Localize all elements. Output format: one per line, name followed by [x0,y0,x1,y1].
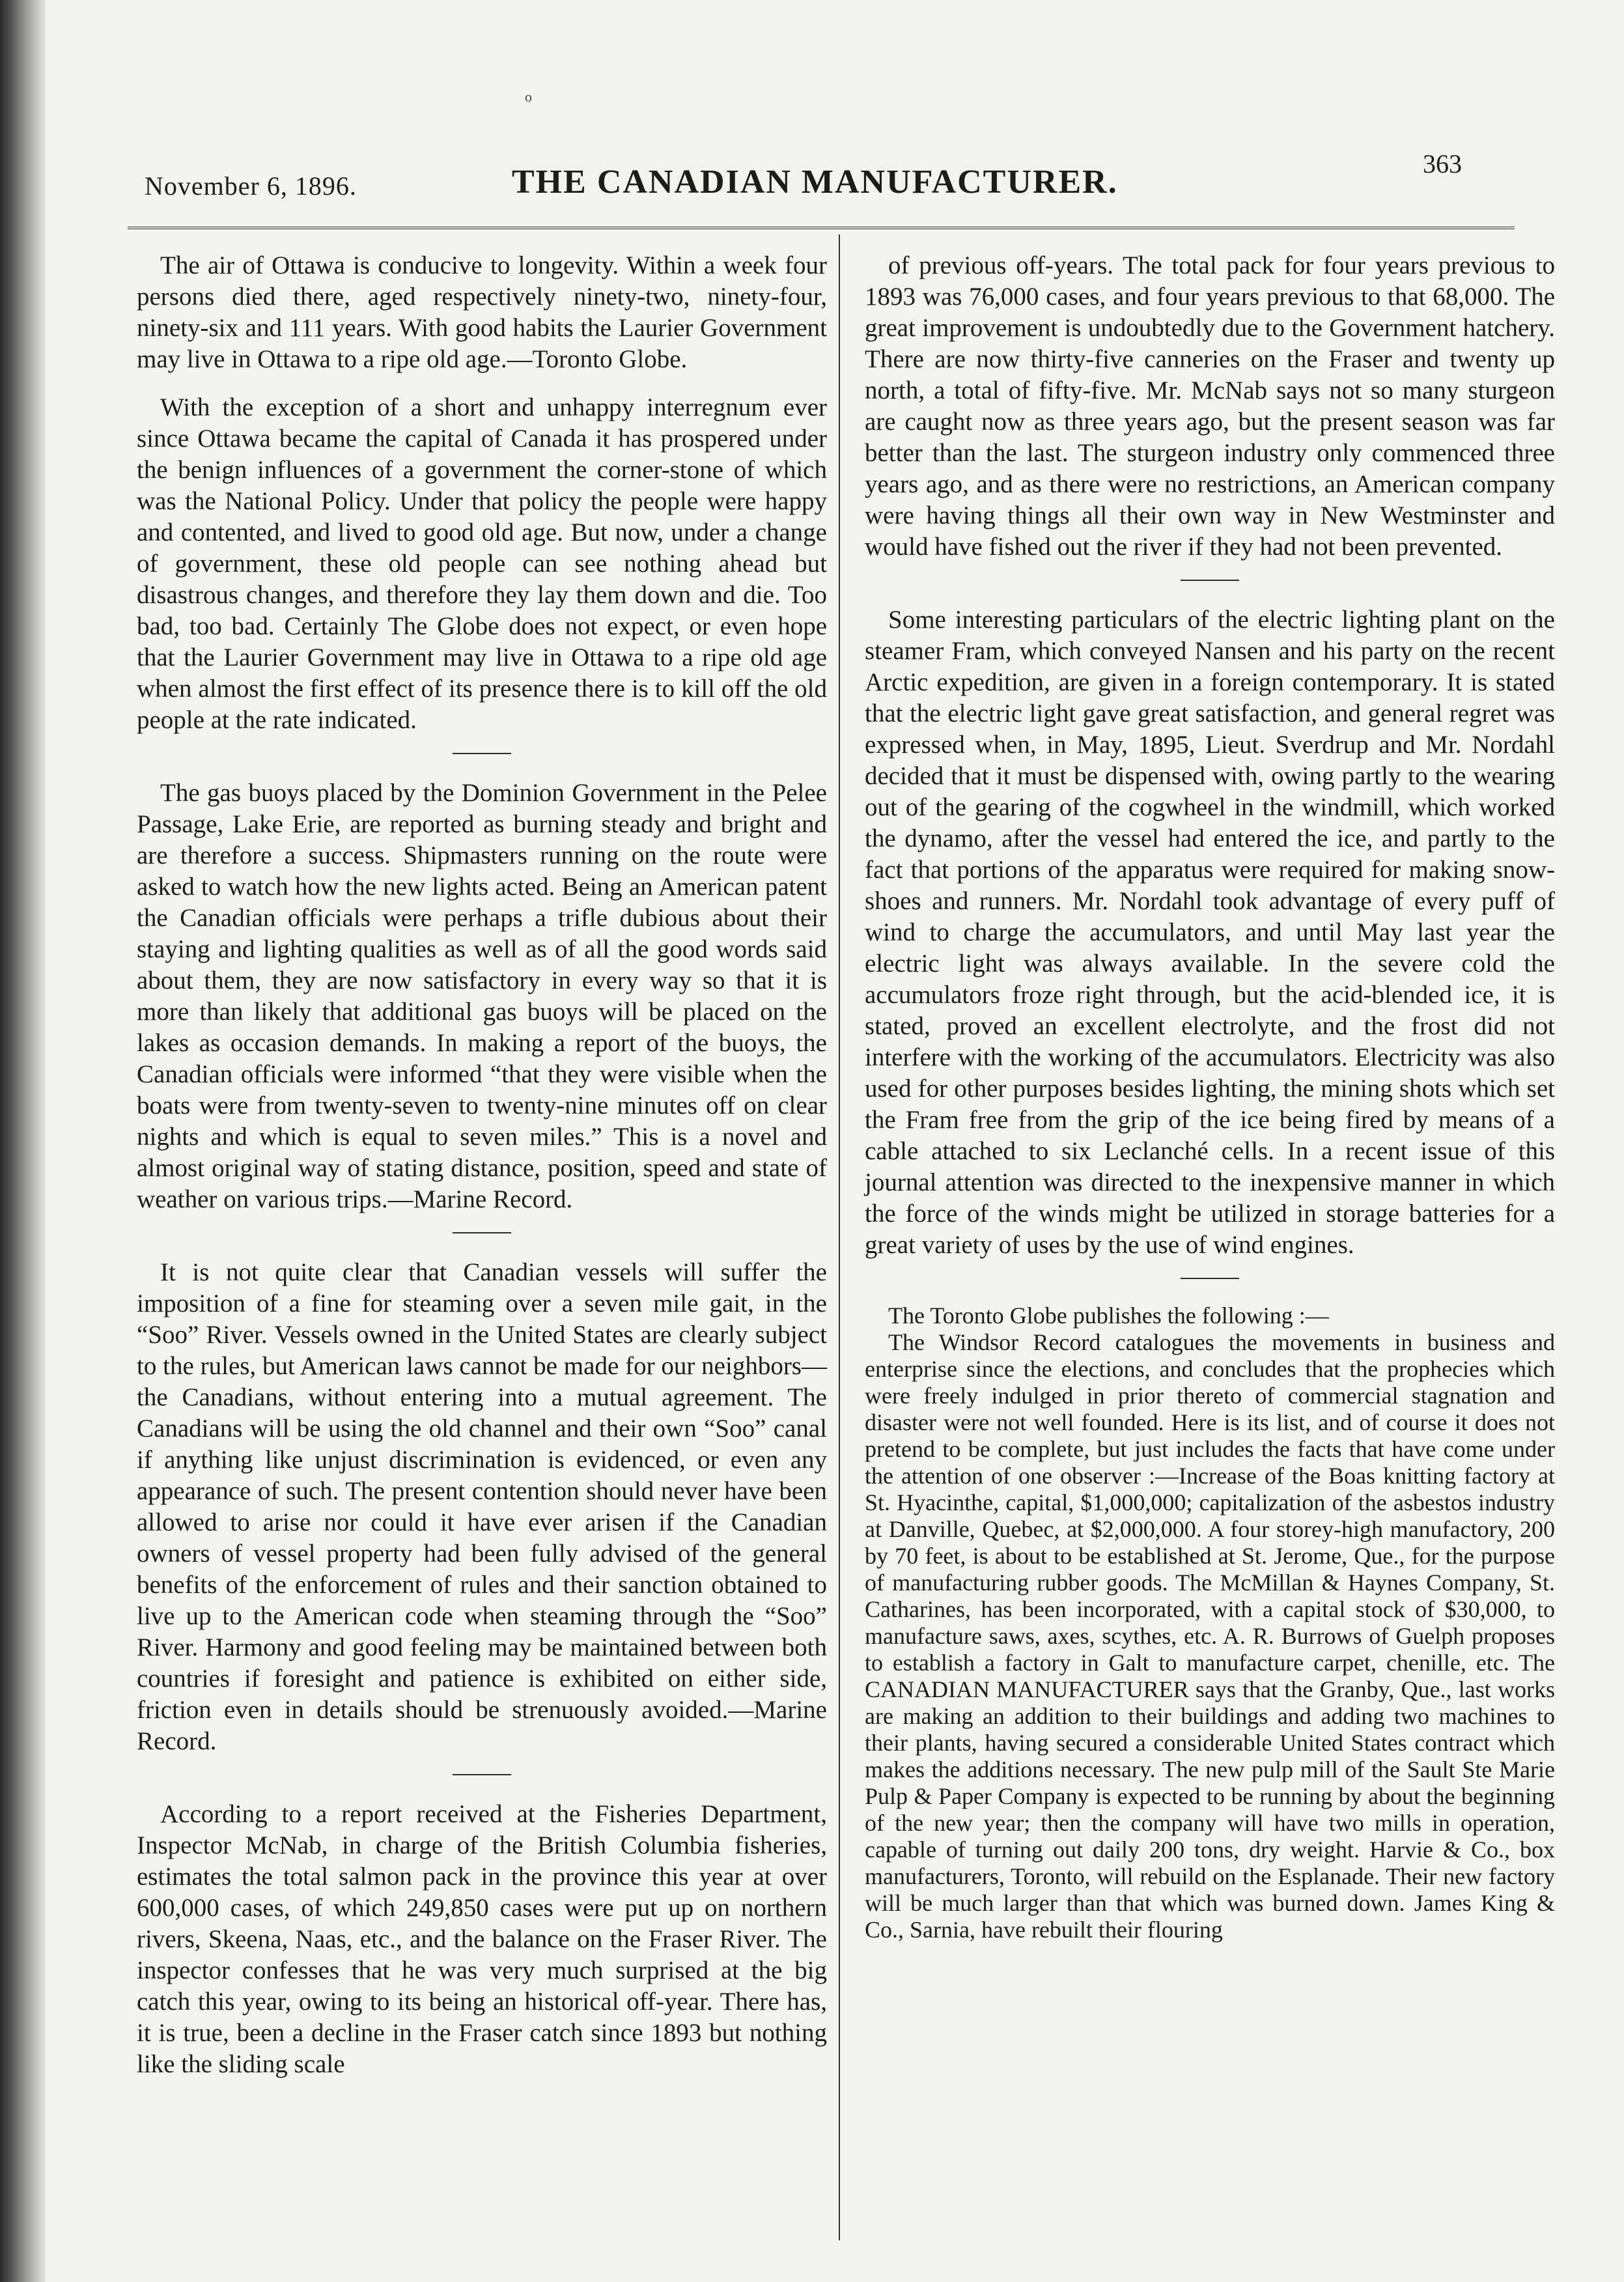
article-ottawa-comment: With the exception of a short and unhappy interregnum ever since Ottawa became the capital of Canada it has prospered under the benign influences of a government the corner-stone of which was the National Policy. Under that policy the people were happy and contented, and lived to good old age. But now, under a change of government, these old people can see nothing ahead but disastrous changes, and therefore they lay them down and die. Too bad, too bad. Certainly The Globe does not expect, or even hope that the Laurier Government may live in Ottawa to a ripe old age when almost the first effect of its presence there is to kill off the old people at the rate indicated. [137,393,827,734]
article-fram-electric-lighting: Some interesting particulars of the electric lighting plant on the steamer Fram, which conveyed Nansen and his party on the recent Arctic expedition, are given in a foreign contemporary. It is stated that the electric light gave great satisfaction, and general regret was expressed when, in May, 1895, Lieut. Sverdrup and Mr. Nordahl decided that it must be dispensed with, owing partly to the wearing out of the gearing of the cogwheel in the windmill, which worked the dynamo, after the vessel had entered the ice, and partly to the fact that portions of the apparatus were required for making snow-shoes and runners. Mr. Nordahl took advantage of every puff of wind to charge the accumulators, and until May last year the electric light was always available. In the severe cold the accumulators froze right through, but the acid-blended ice, it is stated, proved an excellent electrolyte, and the frost did not interfere with the working of the accumulators. Electricity was also used for other purposes besides lighting, the mining shots which set the Fram free from the grip of the ice being fired by means of a cable attached to six Leclanché cells. In a recent issue of this journal attention was directed to the inexpensive manner in which the force of the winds might be utilized in storage batteries for a great variety of uses by the use of wind engines. [865,606,1555,1259]
article-ottawa-longevity: The air of Ottawa is conducive to longevity. Within a week four persons died there, aged respectively ninety-two, ninety-four, ninety-six and 111 years. With good habits the Laurier Government may live in Ottawa to a ripe old age.—Toronto Globe. [137,251,827,373]
right-column [865,250,1555,1943]
left-column [137,250,827,2097]
column-divider [839,234,840,2240]
header-rule [128,227,1515,229]
printing-speck: o [525,89,532,105]
article-windsor-record: The Windsor Record catalogues the movements in business and enterprise since the elections, and concludes that the prophecies which were freely indulged in prior thereto of commercial stagnation and disaster were not well founded. Here is its list, and of course it does not pretend to be complete, but just includes the facts that have come under the attention of one observer :—Increase of the Boas knitting factory at St. Hyacinthe, capital, $1,000,000; capitalization of the asbestos industry at Danville, Quebec, at $2,000,000. A four storey-high manufactory, 200 by 70 feet, is about to be established at St. Jerome, Que., for the purpose of manufacturing rubber goods. The McMillan & Haynes Company, St. Catharines, has been incorporated, with a capital stock of $30,000, to manufacture saws, axes, scythes, etc. A. R. Burrows of Guelph proposes to establish a factory in Galt to manufacture carpet, chenille, etc. The CANADIAN MANUFACTURER says that the Granby, Que., last works are making an addition to their buildings and adding two machines to their plants, having secured a considerable United States contract which makes the additions necessary. The new pulp mill of the Sault Ste Marie Pulp & Paper Company is expected to be running by about the beginning of the new year; then the company will have two mills in operation, capable of turning out daily 200 tons, dry weight. Harvie & Co., box manufacturers, Toronto, will rebuild on the Esplanade. Their new factory will be much larger than that which was burned down. James King & Co., Sarnia, have rebuilt their flouring [865,1329,1555,1943]
section-divider [453,1774,511,1775]
issue-date: November 6, 1896. [145,171,357,201]
publication-title: THE CANADIAN MANUFACTURER. [512,163,1118,201]
section-divider [1181,1278,1239,1279]
article-soo-river: It is not quite clear that Canadian vessels will suffer the imposition of a fine for steaming over a seven mile gait, in the “Soo” River. Vessels owned in the United States are clearly subject to the rules, but American laws cannot be made for our neighbors—the Canadians, without entering into a mutual agreement. The Canadians will be using the old channel and their own “Soo” canal if anything like unjust discrimination is evidenced, or even any appearance of such. The present contention should never have been allowed to arise nor could it have ever arisen if the Canadian owners of vessel property had been fully advised of the general benefits of the enforcement of rules and their sanction obtained to live up to the American code when steaming through the “Soo” River. Harmony and good feeling may be maintained between both countries if foresight and patience is exhibited on either side, friction even in details should be strenuously avoided.—Marine Record. [137,1258,827,1755]
article-gas-buoys: The gas buoys placed by the Dominion Government in the Pelee Passage, Lake Erie, are reported as burning steady and bright and are therefore a success. Shipmasters running on the route were asked to watch how the new lights acted. Being an American patent the Canadian officials were perhaps a trifle dubious about their staying and lighting qualities as well as of all the good words said about them, they are now satisfactory in every way so that it is more than likely that additional gas buoys will be placed on the lakes as occasion demands. In making a report of the buoys, the Canadian officials were informed “that they were visible when the boats were from twenty-seven to twenty-nine minutes off on clear nights and which is equal to seven miles.” This is a novel and almost original way of stating distance, position, speed and state of weather on various trips.—Marine Record. [137,779,827,1213]
article-salmon-pack: According to a report received at the Fisheries Department, Inspector McNab, in charge of the British Columbia fisheries, estimates the total salmon pack in the province this year at over 600,000 cases, of which 249,850 cases were put up on northern rivers, Skeena, Naas, etc., and the balance on the Fraser River. The inspector confesses that he was very much surprised at the big catch this year, owing to its being an historical off-year. There has, it is true, been a decline in the Fraser catch since 1893 but nothing like the sliding scale [137,1800,827,2078]
section-divider [453,1232,511,1233]
section-divider [453,753,511,754]
article-globe-intro: The Toronto Globe publishes the following :— [888,1303,1329,1329]
page-number: 363 [1423,149,1462,178]
section-divider [1181,580,1239,581]
article-salmon-pack-continued: of previous off-years. The total pack for four years previous to 1893 was 76,000 cases, and four years previous to that 68,000. The great improvement is undoubtedly due to the Government hatchery. There are now thirty-five canneries on the Fraser and twenty up north, a total of fifty-five. Mr. McNab says not so many sturgeon are caught now as three years ago, but the present season was far better than the last. The sturgeon industry only commenced three years ago, and as there were no restrictions, an American company were having things all their own way in New Westminster and would have fished out the river if they had not been prevented. [865,251,1555,561]
